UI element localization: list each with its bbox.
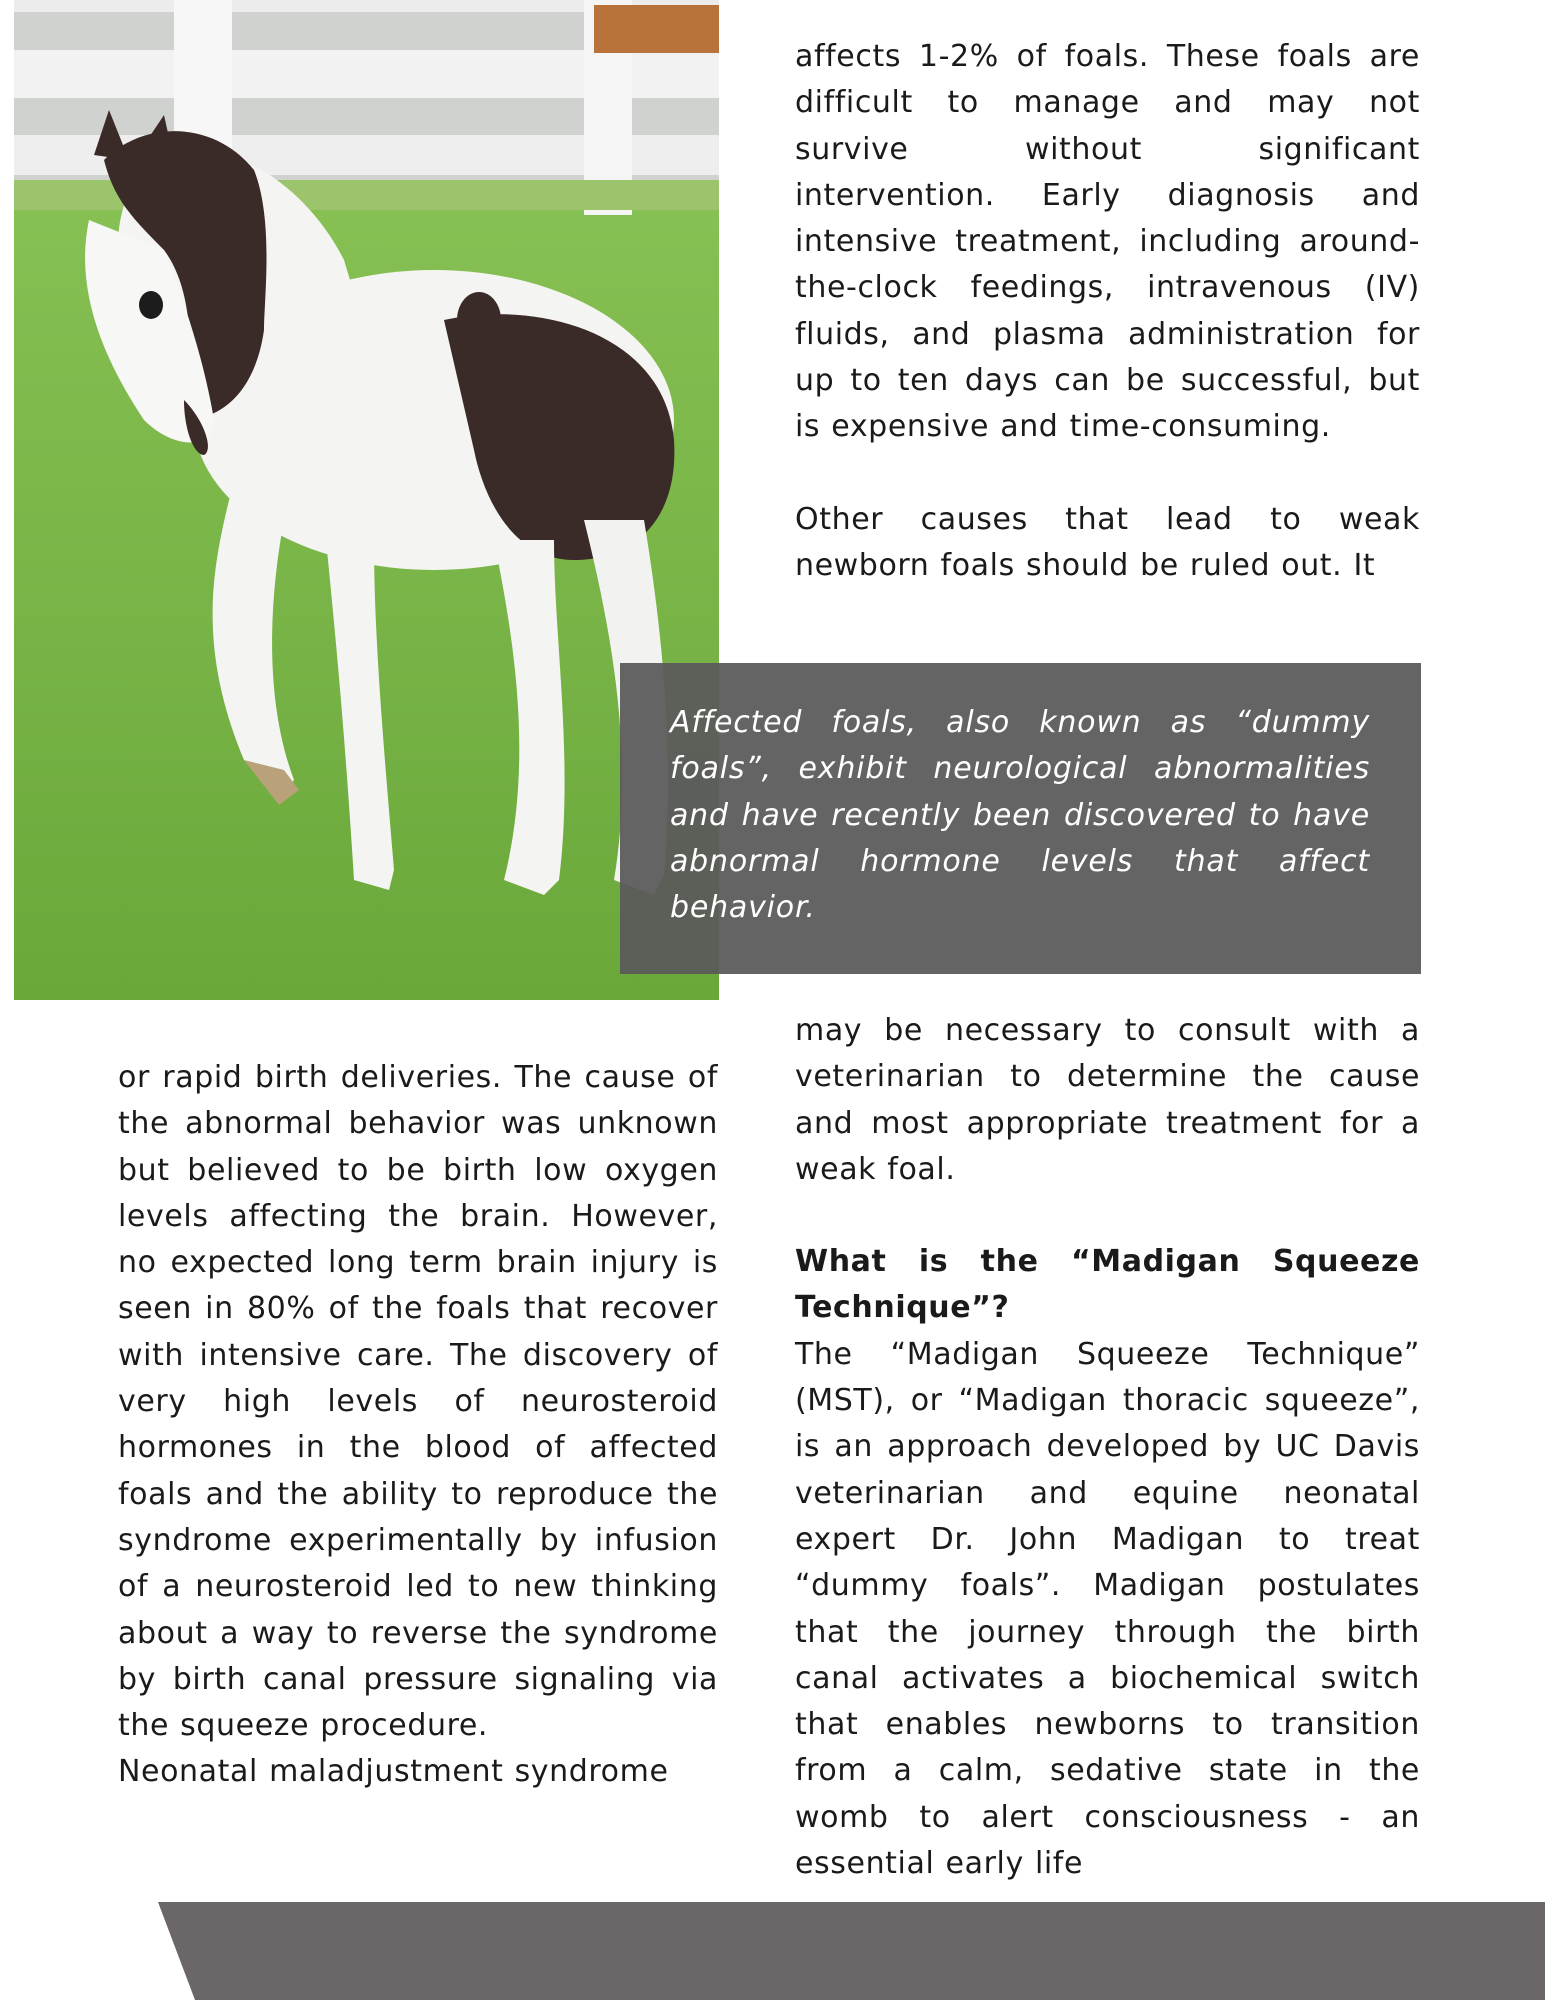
- foal-photo-icon: [14, 0, 719, 1000]
- body-paragraph: Neonatal maladjustment syndrome: [118, 1754, 669, 1790]
- body-paragraph: The “Madigan Squeeze Technique” (MST), or “Madigan thoracic squeeze”, is an approach developed by UC Davis veterinarian and equine neonatal expert Dr. John Madigan to treat “dummy foals”. Madigan postulates that the journey through the birth canal activates a biochemical switch that enables newborns to transition from a calm, sedative state in the womb to alert consciousness - an essential early life: [795, 1336, 1420, 1882]
- body-paragraph: Other causes that lead to weak newborn foals should be ruled out. It: [795, 501, 1420, 583]
- body-paragraph: may be necessary to consult with a veterinarian to determine the cause and most appropriate treatment for a weak foal.: [795, 1013, 1420, 1187]
- body-paragraph: or rapid birth deliveries. The cause of the abnormal behavior was unknown but believed to be birth low oxygen levels affecting the brain. However, no expected long term brain injury is seen in 80% of the foals that recover with intensive care. The discovery of very high levels of neurosteroid hormones in the blood of affected foals and the ability to reproduce the syndrome experimentally by infusion of a neurosteroid led to new thinking about a way to reverse the syndrome by birth canal pressure signaling via the squeeze procedure.: [118, 1060, 718, 1744]
- right-column-top: [795, 34, 1420, 589]
- footer-band: [0, 1902, 1545, 2000]
- section-heading: What is the “Madigan Squeeze Technique”?: [795, 1244, 1420, 1326]
- pull-quote-text: Affected foals, also known as “dummy foals”, exhibit neurological abnormalities and have recently been discovered to have abnormal hormone levels that affect behavior.: [670, 705, 1370, 926]
- foal-photo: [14, 0, 719, 1000]
- pull-quote: [620, 663, 1421, 974]
- body-paragraph: affects 1-2% of foals. These foals are difficult to manage and may not survive without significant intervention. Early diagnosis and intensive treatment, including around-the-clock feedings, intravenous (IV) fluids, and plasma administration for up to ten days can be successful, but is expensive and time-consuming.: [795, 39, 1420, 445]
- left-column-bottom: [118, 1055, 718, 1796]
- right-column-bottom: [795, 1008, 1420, 1887]
